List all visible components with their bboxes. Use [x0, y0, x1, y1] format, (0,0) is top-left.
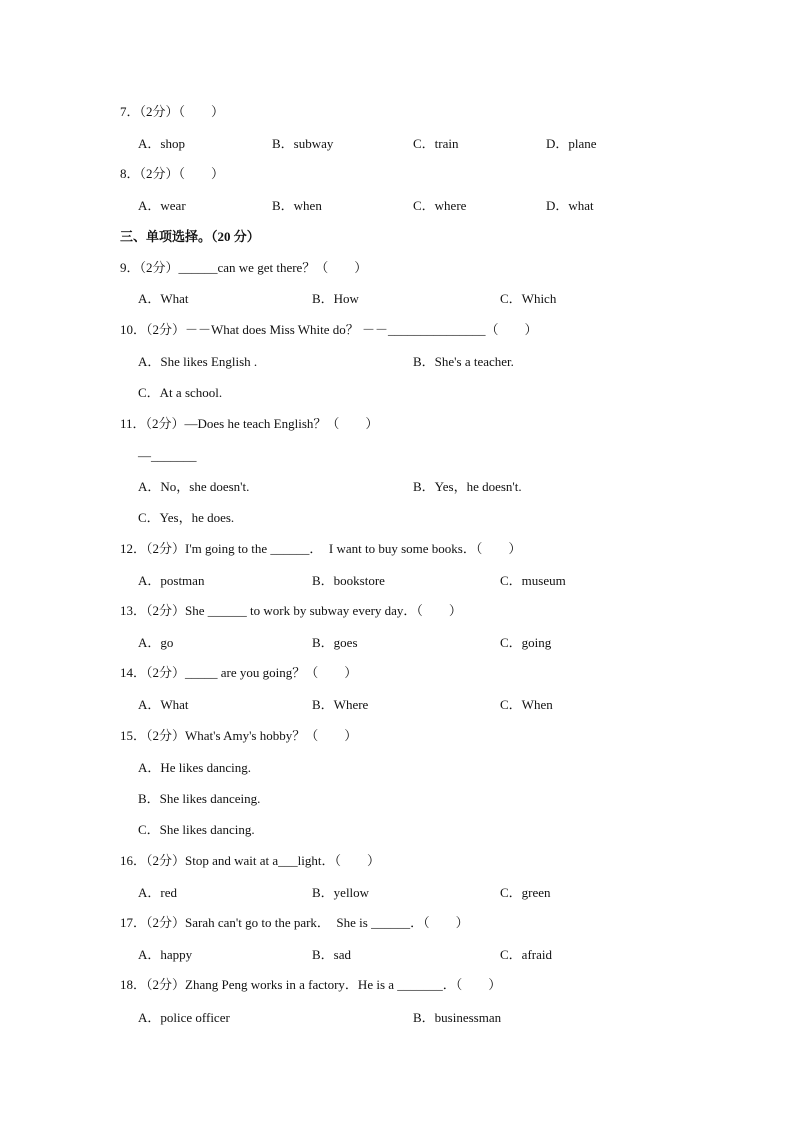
- question-12-option-b: B．bookstore: [312, 573, 385, 588]
- question-9-stem: 9．（2分）______can we get there？（ ）: [120, 260, 368, 275]
- question-7-option-b: B．subway: [272, 136, 334, 151]
- question-15-option-c: C．She likes dancing.: [138, 822, 255, 837]
- question-18-option-a: A．police officer: [138, 1010, 230, 1025]
- question-17-stem: 17．（2分）Sarah can't go to the park． She is ______．（ ）: [120, 915, 469, 930]
- question-15-option-a: A．He likes dancing.: [138, 760, 252, 775]
- question-13-stem: 13．（2分）She ______ to work by subway every day．（ ）: [120, 603, 462, 618]
- question-13-option-b: B．goes: [312, 635, 358, 650]
- question-17-option-c: C．afraid: [500, 947, 552, 962]
- question-8-option-a: A．wear: [138, 198, 186, 213]
- question-12-stem: 12．（2分）I'm going to the ______． I want to buy some books．（ ）: [120, 541, 522, 556]
- question-14-stem: 14．（2分）_____ are you going？（ ）: [120, 665, 358, 680]
- question-18-option-b: B．businessman: [413, 1010, 502, 1025]
- question-10-option-c: C．At a school.: [138, 385, 223, 400]
- question-11-answer-line: —_______: [138, 448, 197, 463]
- section-3-heading: 三、单项选择。（20 分）: [120, 229, 260, 244]
- question-16-stem: 16．（2分）Stop and wait at a___light．（ ）: [120, 853, 380, 868]
- question-15-stem: 15．（2分）What's Amy's hobby？（ ）: [120, 728, 358, 743]
- question-8-option-c: C．where: [413, 198, 467, 213]
- question-14-option-a: A．What: [138, 697, 189, 712]
- question-9-option-b: B．How: [312, 291, 359, 306]
- question-8-stem: 8．（2分）（ ）: [120, 166, 225, 181]
- question-16-option-a: A．red: [138, 885, 177, 900]
- question-15-option-b: B．She likes danceing.: [138, 791, 261, 806]
- question-12-option-a: A．postman: [138, 573, 205, 588]
- question-7-stem: 7．（2分）（ ）: [120, 104, 225, 119]
- question-11-option-a: A．No，she doesn't.: [138, 479, 250, 494]
- question-12-option-c: C．museum: [500, 573, 566, 588]
- question-17-option-b: B．sad: [312, 947, 352, 962]
- question-17-option-a: A．happy: [138, 947, 193, 962]
- question-11-stem: 11．（2分）—Does he teach English？（ ）: [120, 416, 379, 431]
- question-18-stem: 18．（2分）Zhang Peng works in a factory．He is a _______．（ ）: [120, 977, 502, 992]
- question-8-option-d: D．what: [546, 198, 594, 213]
- question-7-option-a: A．shop: [138, 136, 185, 151]
- question-14-option-c: C．When: [500, 697, 553, 712]
- question-16-option-b: B．yellow: [312, 885, 370, 900]
- question-13-option-c: C．going: [500, 635, 552, 650]
- question-10-stem: 10．（2分）－－What does Miss White do？ －－_______________（ ）: [120, 322, 538, 337]
- question-11-option-b: B．Yes，he doesn't.: [413, 479, 522, 494]
- question-8-option-b: B．when: [272, 198, 322, 213]
- question-10-option-b: B．She's a teacher.: [413, 354, 514, 369]
- question-10-option-a: A．She likes English .: [138, 354, 258, 369]
- question-13-option-a: A．go: [138, 635, 174, 650]
- question-11-option-c: C．Yes，he does.: [138, 510, 235, 525]
- question-9-option-a: A．What: [138, 291, 189, 306]
- question-14-option-b: B．Where: [312, 697, 369, 712]
- question-7-option-c: C．train: [413, 136, 459, 151]
- question-16-option-c: C．green: [500, 885, 551, 900]
- question-9-option-c: C．Which: [500, 291, 557, 306]
- question-7-option-d: D．plane: [546, 136, 597, 151]
